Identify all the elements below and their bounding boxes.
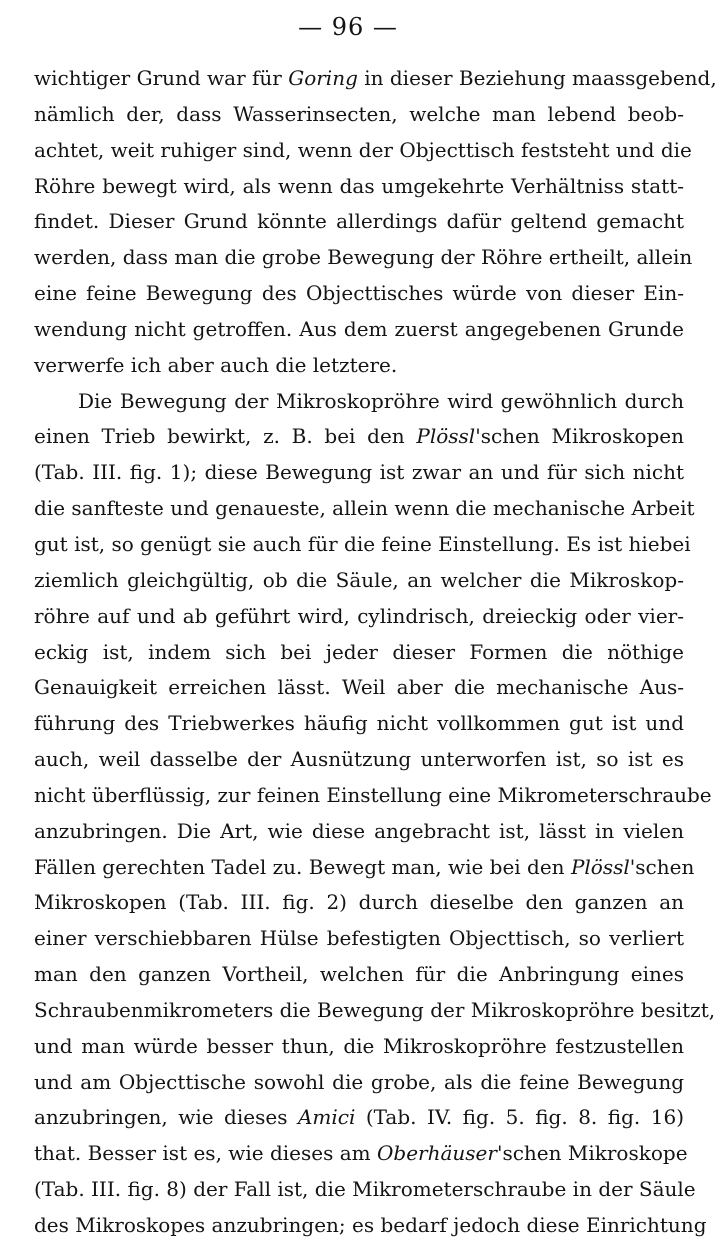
text-line — [34, 276, 684, 312]
text-line — [34, 204, 684, 240]
text-segment: und man würde besser thun, die Mikroskopröhre festzustellen — [34, 1033, 684, 1058]
text-segment: röhre auf und ab geführt wird, cylindrisch, dreieckig oder vier- — [34, 603, 684, 628]
text-line — [34, 742, 684, 778]
text-line — [34, 97, 684, 133]
text-segment: nämlich der, dass Wasserinsecten, welche man lebend beob- — [34, 101, 684, 126]
italic-name: Oberhäuser — [377, 1141, 497, 1166]
text-segment: Fällen gerechten Tadel zu. Bewegt man, wie bei den — [34, 854, 571, 879]
text-line — [34, 419, 684, 455]
text-line — [34, 169, 684, 205]
text-line — [34, 61, 717, 97]
text-line — [34, 599, 684, 635]
text-line — [34, 1208, 707, 1244]
text-line — [34, 1100, 684, 1136]
text-segment: findet. Dieser Grund könnte allerdings dafür geltend gemacht — [34, 209, 684, 234]
text-segment: eine feine Bewegung des Objecttisches würde von dieser Ein- — [34, 281, 684, 306]
text-line — [34, 635, 684, 671]
text-line — [34, 384, 684, 420]
text-segment: eckig ist, indem sich bei jeder dieser Formen die nöthige — [34, 639, 684, 664]
text-segment: einer verschiebbaren Hülse befestigten Objecttisch, so verliert — [34, 926, 684, 951]
text-line — [34, 491, 695, 527]
text-segment: verwerfe ich aber auch die letztere. — [34, 352, 398, 377]
text-line — [34, 527, 691, 563]
text-segment: Die Bewegung der Mikroskopröhre wird gewöhnlich durch — [78, 388, 684, 413]
text-segment: nicht überflüssig, zur feinen Einstellung eine Mikrometerschraube — [34, 782, 712, 807]
text-segment: die sanfteste und genaueste, allein wenn die mechanische Arbeit — [34, 496, 695, 521]
text-line — [34, 1029, 684, 1065]
text-segment: werden, dass man die grobe Bewegung der Röhre ertheilt, allein — [34, 245, 693, 270]
text-segment: (Tab. IV. fig. 5. fig. 8. fig. 16) — [355, 1105, 684, 1130]
text-segment: einen Trieb bewirkt, z. B. bei den — [34, 424, 417, 449]
text-segment: man den ganzen Vortheil, welchen für die Anbringung eines — [34, 962, 684, 987]
text-segment: 'schen Mikroskopen — [475, 424, 684, 449]
text-segment: gut ist, so genügt sie auch für die feine Einstellung. Es ist hiebei — [34, 531, 691, 556]
text-segment: Schraubenmikrometers die Bewegung der Mikroskopröhre besitzt, — [34, 997, 716, 1022]
text-line — [34, 885, 684, 921]
italic-name: Goring — [288, 66, 358, 90]
text-segment: that. Besser ist es, wie dieses am — [34, 1141, 377, 1166]
text-segment: anzubringen. Die Art, wie diese angebracht ist, lässt in vielen — [34, 818, 684, 843]
text-segment: 'schen Mikroskope — [496, 1141, 688, 1166]
text-segment: führung des Triebwerkes häufig nicht vollkommen gut ist und — [34, 711, 684, 736]
text-line — [34, 348, 684, 384]
text-segment: 'schen — [629, 854, 695, 879]
text-line — [34, 993, 716, 1029]
text-line — [34, 240, 693, 276]
text-segment: (Tab. III. fig. 1); diese Bewegung ist zwar an und für sich nicht — [34, 460, 684, 485]
text-line — [34, 670, 684, 706]
text-line — [34, 957, 684, 993]
text-line — [34, 1172, 696, 1208]
text-segment: Genauigkeit erreichen lässt. Weil aber die mechanische Aus- — [34, 675, 684, 700]
page-number: — 96 — — [298, 13, 398, 41]
text-segment: Mikroskopen (Tab. III. fig. 2) durch dieselbe den ganzen an — [34, 890, 684, 915]
text-segment: achtet, weit ruhiger sind, wenn der Objecttisch feststeht und die — [34, 137, 692, 162]
italic-name: Amici — [297, 1105, 356, 1130]
italic-name: Plössl — [570, 854, 630, 879]
text-segment: (Tab. III. fig. 8) der Fall ist, die Mikrometerschraube in der Säule — [34, 1177, 696, 1202]
text-segment: Röhre bewegt wird, als wenn das umgekehrte Verhältniss statt- — [34, 173, 684, 198]
text-segment: ziemlich gleichgültig, ob die Säule, an welcher die Mikroskop- — [34, 567, 684, 592]
text-segment: in dieser Beziehung maassgebend, — [357, 66, 717, 90]
text-line — [34, 850, 695, 886]
text-line — [34, 1065, 684, 1101]
text-line — [34, 1136, 688, 1172]
text-line — [34, 778, 712, 814]
text-line — [34, 921, 684, 957]
text-line — [34, 312, 684, 348]
italic-name: Plössl — [416, 424, 476, 449]
text-line — [34, 133, 692, 169]
text-line — [34, 814, 684, 850]
text-segment: auch, weil dasselbe der Ausnützung unterworfen ist, so ist es — [34, 747, 684, 772]
text-line — [34, 563, 684, 599]
text-segment: und am Objecttische sowohl die grobe, als die feine Bewegung — [34, 1069, 684, 1094]
text-segment: wichtiger Grund war für — [34, 66, 289, 90]
text-line — [34, 455, 684, 491]
body-text — [34, 61, 717, 1244]
text-segment: wendung nicht getroffen. Aus dem zuerst angegebenen Grunde — [34, 316, 684, 341]
text-segment: des Mikroskopes anzubringen; es bedarf jedoch diese Einrichtung — [34, 1213, 707, 1237]
text-segment: anzubringen, wie dieses — [34, 1105, 298, 1130]
text-line — [34, 706, 684, 742]
